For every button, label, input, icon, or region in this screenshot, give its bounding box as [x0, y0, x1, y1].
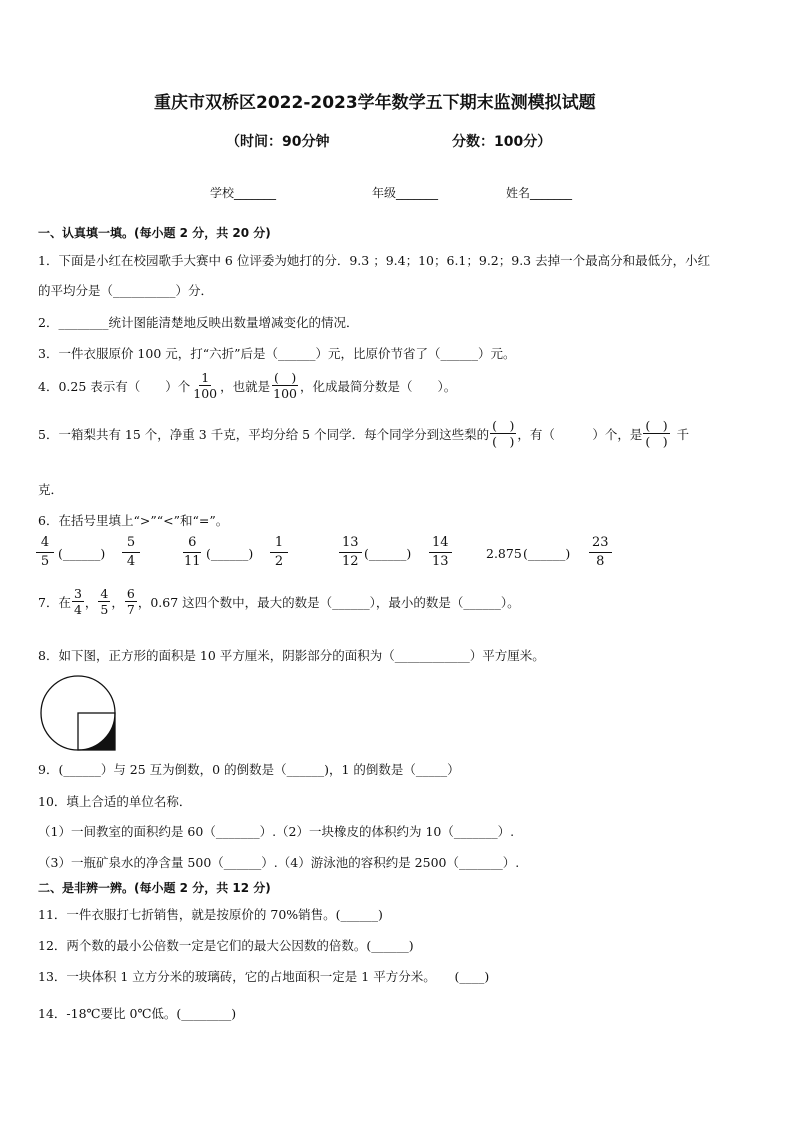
question-5-text-c: 千	[676, 426, 690, 442]
name-field: 姓名_______	[506, 186, 573, 200]
compare-blank: (______)	[523, 546, 571, 561]
question-10: 10．填上合适的单位名称．	[38, 794, 192, 809]
fraction-denominator: 11	[184, 554, 201, 570]
fraction-numerator: 14	[429, 536, 452, 553]
question-6: 6．在括号里填上“>”“<”和“=”。	[38, 513, 229, 528]
fraction-numerator: 13	[339, 536, 362, 553]
fraction-numerator: 1	[201, 370, 210, 385]
question-4	[38, 371, 456, 400]
fraction-denominator: 100	[273, 386, 297, 402]
question-10-line-2: （3）一瓶矿泉水的净含量 500（______）.（4）游泳池的容积约是 2500（_______）.	[38, 855, 520, 870]
fraction-denominator: 8	[596, 554, 605, 570]
question-3: 3．一件衣服原价 100 元，打“六折”后是（______）元，比原价节省了（______）元。	[38, 346, 516, 361]
school-field: 学校_______	[210, 186, 277, 200]
question-2: 2．________统计图能清楚地反映出数量增减变化的情况．	[38, 315, 359, 330]
fraction-blank	[643, 419, 669, 448]
compare-blank: (______)	[206, 546, 254, 561]
page-title: 重庆市双桥区2022-2023学年数学五下期末监测模拟试题	[154, 93, 596, 113]
fraction-blank	[490, 419, 516, 448]
question-8: 8．如下图，正方形的面积是 10 平方厘米，阴影部分的面积为（____________）平方厘米。	[38, 648, 545, 663]
question-4-text-c: ，化成最简分数是（ ）。	[300, 378, 457, 394]
question-5-text-a: 5．一箱梨共有 15 个，净重 3 千克，平均分给 5 个同学．每个同学分到这些梨的	[38, 426, 490, 442]
section-1-heading: 一、认真填一填。(每小题 2 分，共 20 分)	[38, 226, 271, 240]
fraction-denominator: 100	[193, 386, 218, 402]
exam-score: 分数：100分）	[452, 134, 552, 150]
question-7	[38, 587, 520, 616]
question-5-line-2: 克．	[38, 482, 64, 497]
fraction-denominator: 5	[40, 554, 50, 570]
fraction-denominator: ( )	[645, 434, 668, 450]
question-9: 9．(______）与 25 互为倒数，0 的倒数是（______)，1 的倒数是（_____）	[38, 762, 460, 777]
fraction-denominator: ( )	[492, 434, 515, 450]
fraction-denominator: 4	[126, 554, 136, 570]
question-13: 13．一块体积 1 立方分米的玻璃砖，它的占地面积一定是 1 平方分米。 (____)	[38, 969, 490, 984]
fraction-blank-100	[271, 371, 299, 400]
fraction-denominator: 7	[126, 602, 135, 618]
fraction-13-12	[339, 536, 362, 570]
fraction-numerator: ( )	[645, 418, 668, 433]
decimal-value: 2.875	[486, 546, 522, 561]
fraction-1-100	[191, 371, 219, 400]
fraction-6-11	[181, 536, 204, 570]
fraction-5-4	[122, 536, 140, 570]
fraction-numerator: 4	[100, 586, 109, 601]
fraction-numerator: 1	[270, 536, 288, 553]
fraction-23-8	[589, 536, 612, 570]
compare-blank: (______)	[58, 546, 106, 561]
grade-field: 年级_______	[372, 186, 439, 200]
fraction-3-4	[72, 587, 84, 616]
fraction-denominator: 12	[342, 554, 359, 570]
fraction-1-2	[270, 536, 288, 570]
circle-square-figure	[40, 675, 118, 753]
fraction-numerator: 23	[589, 536, 612, 553]
fraction-numerator: 5	[122, 536, 140, 553]
compare-blank: (______)	[364, 546, 412, 561]
exam-time: （时间：90分钟	[226, 134, 330, 150]
question-5-text-b: ，有（ ）个，是	[517, 426, 643, 442]
fraction-numerator: ( )	[273, 370, 297, 385]
fraction-numerator: ( )	[492, 418, 515, 433]
question-10-line-1: （1）一间教室的面积约是 60（_______）.（2）一块橡皮的体积约为 10（_______）.	[38, 824, 515, 839]
fraction-numerator: 4	[36, 536, 54, 553]
question-4-text-a: 4．0.25 表示有（ ）个	[38, 378, 191, 394]
question-12: 12．两个数的最小公倍数一定是它们的最大公因数的倍数。(______)	[38, 938, 414, 953]
fraction-denominator: 5	[100, 602, 109, 618]
fraction-numerator: 6	[183, 536, 201, 553]
fraction-4-5	[98, 587, 110, 616]
fraction-denominator: 13	[432, 554, 449, 570]
question-11: 11．一件衣服打七折销售，就是按原价的 70%销售。(______)	[38, 907, 383, 922]
section-2-heading: 二、是非辨一辨。(每小题 2 分，共 12 分)	[38, 881, 271, 895]
fraction-numerator: 3	[73, 586, 82, 601]
separator: ，	[111, 594, 124, 610]
fraction-4-5	[36, 536, 54, 570]
fraction-14-13	[429, 536, 452, 570]
separator: ，	[84, 594, 98, 610]
question-7-text-a: 7．在	[38, 594, 71, 610]
question-1-line-1: 1．下面是小红在校园歌手大赛中 6 位评委为她打的分．9.3 ；9.4；10；6.1；9.2；9.3 去掉一个最高分和最低分，小红	[38, 253, 711, 268]
fraction-numerator: 6	[126, 586, 135, 601]
question-5	[38, 419, 689, 448]
fraction-6-7	[125, 587, 137, 616]
fraction-denominator: 4	[73, 602, 82, 618]
question-1-line-2: 的平均分是（__________）分．	[38, 283, 214, 298]
question-4-text-b: ，也就是	[220, 378, 271, 394]
question-7-text-b: ，0.67 这四个数中，最大的数是（______），最小的数是（______）。	[137, 594, 520, 610]
question-14: 14．-18℃要比 0℃低。(________)	[38, 1006, 237, 1021]
fraction-denominator: 2	[274, 554, 284, 570]
